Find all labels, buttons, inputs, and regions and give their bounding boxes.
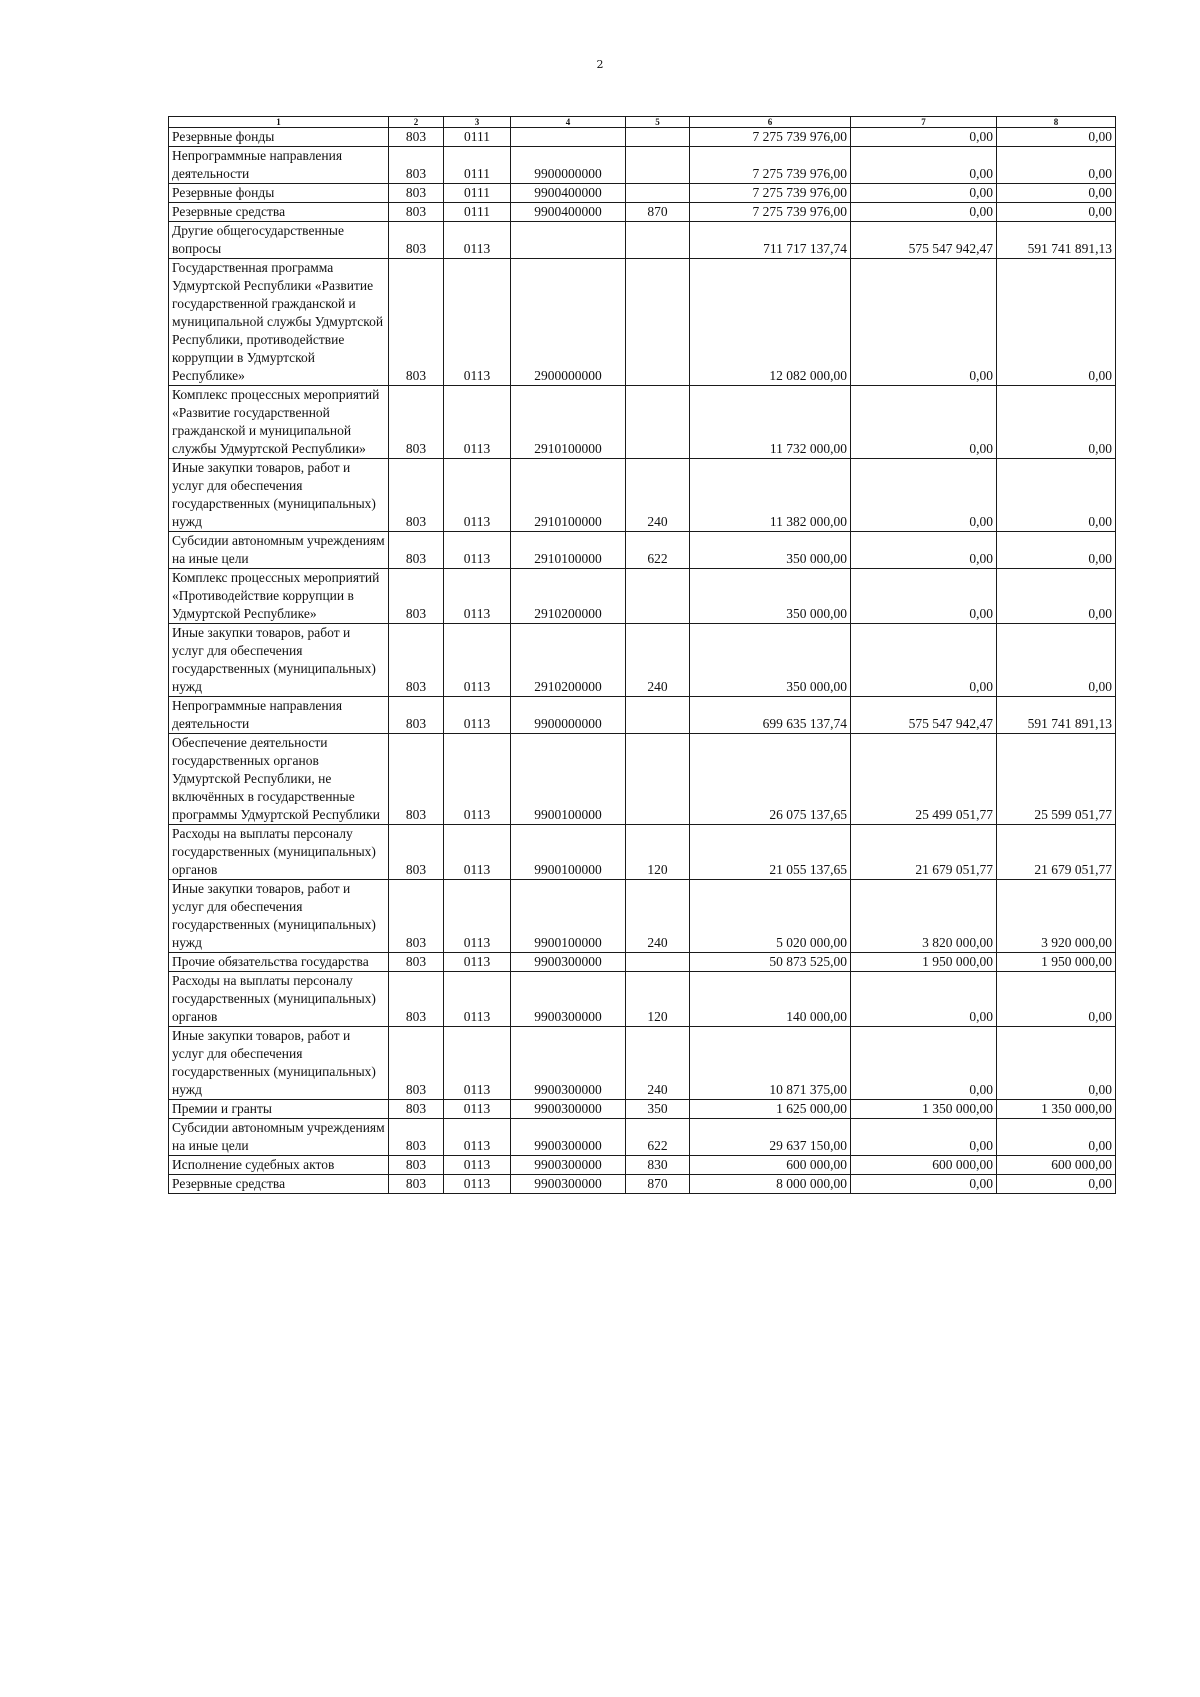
section-code-cell: 0113: [444, 532, 511, 569]
amount-year3-cell: 21 679 051,77: [997, 825, 1116, 880]
target-article-cell: 9900100000: [511, 880, 626, 953]
expense-name-cell: Иные закупки товаров, работ и услуг для обеспечения государственных (муниципальных) нужд: [169, 624, 389, 697]
ministry-code-cell: 803: [389, 1119, 444, 1156]
table-row: [169, 386, 1116, 459]
expense-name-cell: Иные закупки товаров, работ и услуг для обеспечения государственных (муниципальных) нужд: [169, 459, 389, 532]
target-article-cell: 9900000000: [511, 697, 626, 734]
budget-table: [168, 116, 1116, 1194]
amount-year2-cell: 0,00: [851, 459, 997, 532]
amount-year2-cell: 0,00: [851, 624, 997, 697]
section-code-cell: 0113: [444, 880, 511, 953]
expense-type-cell: 120: [626, 825, 690, 880]
amount-year1-cell: 350 000,00: [690, 569, 851, 624]
section-code-cell: 0113: [444, 697, 511, 734]
amount-year3-cell: 0,00: [997, 386, 1116, 459]
amount-year3-cell: 0,00: [997, 459, 1116, 532]
ministry-code-cell: 803: [389, 825, 444, 880]
section-code-cell: 0113: [444, 825, 511, 880]
amount-year2-cell: 0,00: [851, 1119, 997, 1156]
amount-year3-cell: 0,00: [997, 1119, 1116, 1156]
table-row: [169, 222, 1116, 259]
column-number: 5: [626, 117, 690, 128]
table-row: [169, 128, 1116, 147]
amount-year2-cell: 0,00: [851, 569, 997, 624]
amount-year3-cell: 0,00: [997, 1175, 1116, 1194]
ministry-code-cell: 803: [389, 953, 444, 972]
section-code-cell: 0113: [444, 1100, 511, 1119]
expense-type-cell: [626, 386, 690, 459]
amount-year3-cell: 0,00: [997, 624, 1116, 697]
ministry-code-cell: 803: [389, 147, 444, 184]
table-row: [169, 1119, 1116, 1156]
expense-type-cell: 240: [626, 459, 690, 532]
expense-type-cell: [626, 128, 690, 147]
expense-type-cell: 350: [626, 1100, 690, 1119]
target-article-cell: 2910200000: [511, 624, 626, 697]
table-row: [169, 459, 1116, 532]
amount-year1-cell: 711 717 137,74: [690, 222, 851, 259]
amount-year3-cell: 0,00: [997, 1027, 1116, 1100]
column-number: 8: [997, 117, 1116, 128]
amount-year2-cell: 1 350 000,00: [851, 1100, 997, 1119]
amount-year2-cell: 0,00: [851, 203, 997, 222]
amount-year2-cell: 0,00: [851, 1175, 997, 1194]
table-row: [169, 1027, 1116, 1100]
table-row: [169, 147, 1116, 184]
table-row: [169, 1156, 1116, 1175]
ministry-code-cell: 803: [389, 1100, 444, 1119]
table-row: [169, 825, 1116, 880]
target-article-cell: 9900300000: [511, 972, 626, 1027]
column-number-row: [169, 117, 1116, 128]
ministry-code-cell: 803: [389, 569, 444, 624]
amount-year3-cell: 1 350 000,00: [997, 1100, 1116, 1119]
page-number: 2: [596, 58, 604, 71]
amount-year3-cell: 1 950 000,00: [997, 953, 1116, 972]
expense-type-cell: 240: [626, 880, 690, 953]
section-code-cell: 0113: [444, 624, 511, 697]
target-article-cell: 9900000000: [511, 147, 626, 184]
target-article-cell: 9900300000: [511, 1027, 626, 1100]
target-article-cell: 9900400000: [511, 184, 626, 203]
table-row: [169, 953, 1116, 972]
amount-year2-cell: 600 000,00: [851, 1156, 997, 1175]
amount-year2-cell: 0,00: [851, 1027, 997, 1100]
target-article-cell: 9900100000: [511, 825, 626, 880]
amount-year3-cell: 0,00: [997, 128, 1116, 147]
table-body: [169, 117, 1116, 1194]
column-number: 2: [389, 117, 444, 128]
expense-name-cell: Иные закупки товаров, работ и услуг для обеспечения государственных (муниципальных) нужд: [169, 880, 389, 953]
section-code-cell: 0111: [444, 147, 511, 184]
ministry-code-cell: 803: [389, 184, 444, 203]
target-article-cell: 9900300000: [511, 1100, 626, 1119]
target-article-cell: 2910200000: [511, 569, 626, 624]
expense-type-cell: [626, 222, 690, 259]
ministry-code-cell: 803: [389, 1156, 444, 1175]
expense-name-cell: Резервные средства: [169, 203, 389, 222]
amount-year1-cell: 11 382 000,00: [690, 459, 851, 532]
expense-name-cell: Иные закупки товаров, работ и услуг для обеспечения государственных (муниципальных) нужд: [169, 1027, 389, 1100]
expense-type-cell: 622: [626, 1119, 690, 1156]
amount-year1-cell: 350 000,00: [690, 532, 851, 569]
target-article-cell: 2910100000: [511, 386, 626, 459]
target-article-cell: [511, 222, 626, 259]
expense-name-cell: Субсидии автономным учреждениям на иные цели: [169, 532, 389, 569]
table-row: [169, 203, 1116, 222]
amount-year3-cell: 25 599 051,77: [997, 734, 1116, 825]
ministry-code-cell: 803: [389, 532, 444, 569]
amount-year3-cell: 0,00: [997, 184, 1116, 203]
table-row: [169, 880, 1116, 953]
section-code-cell: 0113: [444, 386, 511, 459]
ministry-code-cell: 803: [389, 203, 444, 222]
amount-year3-cell: 0,00: [997, 147, 1116, 184]
expense-type-cell: [626, 734, 690, 825]
expense-name-cell: Резервные фонды: [169, 128, 389, 147]
amount-year2-cell: 575 547 942,47: [851, 697, 997, 734]
ministry-code-cell: 803: [389, 880, 444, 953]
expense-name-cell: Расходы на выплаты персоналу государственных (муниципальных) органов: [169, 972, 389, 1027]
table-row: [169, 569, 1116, 624]
amount-year2-cell: 21 679 051,77: [851, 825, 997, 880]
ministry-code-cell: 803: [389, 697, 444, 734]
amount-year1-cell: 29 637 150,00: [690, 1119, 851, 1156]
column-number: 1: [169, 117, 389, 128]
expense-name-cell: Премии и гранты: [169, 1100, 389, 1119]
expense-type-cell: 240: [626, 1027, 690, 1100]
target-article-cell: 2900000000: [511, 259, 626, 386]
amount-year1-cell: 11 732 000,00: [690, 386, 851, 459]
amount-year3-cell: 0,00: [997, 259, 1116, 386]
section-code-cell: 0113: [444, 953, 511, 972]
target-article-cell: [511, 128, 626, 147]
expense-type-cell: [626, 184, 690, 203]
target-article-cell: 9900400000: [511, 203, 626, 222]
section-code-cell: 0113: [444, 1027, 511, 1100]
ministry-code-cell: 803: [389, 734, 444, 825]
expense-type-cell: 120: [626, 972, 690, 1027]
target-article-cell: 9900100000: [511, 734, 626, 825]
table-row: [169, 734, 1116, 825]
ministry-code-cell: 803: [389, 1027, 444, 1100]
expense-name-cell: Расходы на выплаты персоналу государственных (муниципальных) органов: [169, 825, 389, 880]
expense-type-cell: [626, 147, 690, 184]
expense-name-cell: Субсидии автономным учреждениям на иные цели: [169, 1119, 389, 1156]
expense-type-cell: [626, 697, 690, 734]
amount-year3-cell: 591 741 891,13: [997, 222, 1116, 259]
expense-type-cell: [626, 953, 690, 972]
table-row: [169, 259, 1116, 386]
expense-name-cell: Комплекс процессных мероприятий «Противодействие коррупции в Удмуртской Республике»: [169, 569, 389, 624]
section-code-cell: 0113: [444, 222, 511, 259]
expense-name-cell: Резервные фонды: [169, 184, 389, 203]
ministry-code-cell: 803: [389, 972, 444, 1027]
amount-year3-cell: 0,00: [997, 203, 1116, 222]
ministry-code-cell: 803: [389, 386, 444, 459]
column-number: 6: [690, 117, 851, 128]
amount-year3-cell: 600 000,00: [997, 1156, 1116, 1175]
amount-year1-cell: 140 000,00: [690, 972, 851, 1027]
amount-year2-cell: 3 820 000,00: [851, 880, 997, 953]
column-number: 7: [851, 117, 997, 128]
table-row: [169, 532, 1116, 569]
target-article-cell: 9900300000: [511, 953, 626, 972]
amount-year2-cell: 0,00: [851, 184, 997, 203]
amount-year1-cell: 7 275 739 976,00: [690, 147, 851, 184]
column-number: 4: [511, 117, 626, 128]
section-code-cell: 0113: [444, 1175, 511, 1194]
amount-year3-cell: 0,00: [997, 972, 1116, 1027]
amount-year2-cell: 1 950 000,00: [851, 953, 997, 972]
ministry-code-cell: 803: [389, 222, 444, 259]
section-code-cell: 0113: [444, 459, 511, 532]
amount-year2-cell: 0,00: [851, 259, 997, 386]
expense-name-cell: Непрограммные направления деятельности: [169, 147, 389, 184]
ministry-code-cell: 803: [389, 128, 444, 147]
table-row: [169, 697, 1116, 734]
amount-year1-cell: 5 020 000,00: [690, 880, 851, 953]
amount-year2-cell: 0,00: [851, 128, 997, 147]
table-row: [169, 1175, 1116, 1194]
expense-name-cell: Другие общегосударственные вопросы: [169, 222, 389, 259]
amount-year1-cell: 1 625 000,00: [690, 1100, 851, 1119]
table-row: [169, 972, 1116, 1027]
ministry-code-cell: 803: [389, 259, 444, 386]
section-code-cell: 0111: [444, 128, 511, 147]
amount-year1-cell: 12 082 000,00: [690, 259, 851, 386]
amount-year2-cell: 0,00: [851, 147, 997, 184]
expense-type-cell: 870: [626, 203, 690, 222]
expense-type-cell: 622: [626, 532, 690, 569]
target-article-cell: 2910100000: [511, 532, 626, 569]
amount-year1-cell: 7 275 739 976,00: [690, 184, 851, 203]
section-code-cell: 0113: [444, 259, 511, 386]
ministry-code-cell: 803: [389, 459, 444, 532]
amount-year1-cell: 7 275 739 976,00: [690, 128, 851, 147]
amount-year1-cell: 350 000,00: [690, 624, 851, 697]
target-article-cell: 9900300000: [511, 1119, 626, 1156]
amount-year1-cell: 8 000 000,00: [690, 1175, 851, 1194]
expense-type-cell: 830: [626, 1156, 690, 1175]
expense-type-cell: 870: [626, 1175, 690, 1194]
table-row: [169, 624, 1116, 697]
expense-name-cell: Прочие обязательства государства: [169, 953, 389, 972]
amount-year2-cell: 0,00: [851, 386, 997, 459]
target-article-cell: 9900300000: [511, 1175, 626, 1194]
amount-year2-cell: 575 547 942,47: [851, 222, 997, 259]
expense-name-cell: Государственная программа Удмуртской Республики «Развитие государственной гражданской и муниципальной службы Удмуртской Республики, противодействие коррупции в Удмуртской Республике»: [169, 259, 389, 386]
amount-year3-cell: 591 741 891,13: [997, 697, 1116, 734]
amount-year1-cell: 21 055 137,65: [690, 825, 851, 880]
expense-name-cell: Исполнение судебных актов: [169, 1156, 389, 1175]
section-code-cell: 0111: [444, 184, 511, 203]
section-code-cell: 0113: [444, 734, 511, 825]
target-article-cell: 9900300000: [511, 1156, 626, 1175]
ministry-code-cell: 803: [389, 624, 444, 697]
section-code-cell: 0113: [444, 1156, 511, 1175]
section-code-cell: 0111: [444, 203, 511, 222]
amount-year2-cell: 0,00: [851, 532, 997, 569]
amount-year3-cell: 3 920 000,00: [997, 880, 1116, 953]
section-code-cell: 0113: [444, 569, 511, 624]
expense-type-cell: 240: [626, 624, 690, 697]
amount-year1-cell: 50 873 525,00: [690, 953, 851, 972]
amount-year2-cell: 25 499 051,77: [851, 734, 997, 825]
amount-year3-cell: 0,00: [997, 532, 1116, 569]
expense-name-cell: Обеспечение деятельности государственных органов Удмуртской Республики, не включённых в государственные программы Удмуртской Республики: [169, 734, 389, 825]
expense-name-cell: Комплекс процессных мероприятий «Развитие государственной гражданской и муниципальной службы Удмуртской Республики»: [169, 386, 389, 459]
amount-year1-cell: 699 635 137,74: [690, 697, 851, 734]
expense-name-cell: Непрограммные направления деятельности: [169, 697, 389, 734]
column-number: 3: [444, 117, 511, 128]
amount-year1-cell: 10 871 375,00: [690, 1027, 851, 1100]
section-code-cell: 0113: [444, 1119, 511, 1156]
expense-type-cell: [626, 569, 690, 624]
amount-year3-cell: 0,00: [997, 569, 1116, 624]
amount-year2-cell: 0,00: [851, 972, 997, 1027]
expense-name-cell: Резервные средства: [169, 1175, 389, 1194]
amount-year1-cell: 600 000,00: [690, 1156, 851, 1175]
amount-year1-cell: 7 275 739 976,00: [690, 203, 851, 222]
expense-type-cell: [626, 259, 690, 386]
table-row: [169, 1100, 1116, 1119]
table-row: [169, 184, 1116, 203]
ministry-code-cell: 803: [389, 1175, 444, 1194]
section-code-cell: 0113: [444, 972, 511, 1027]
target-article-cell: 2910100000: [511, 459, 626, 532]
amount-year1-cell: 26 075 137,65: [690, 734, 851, 825]
